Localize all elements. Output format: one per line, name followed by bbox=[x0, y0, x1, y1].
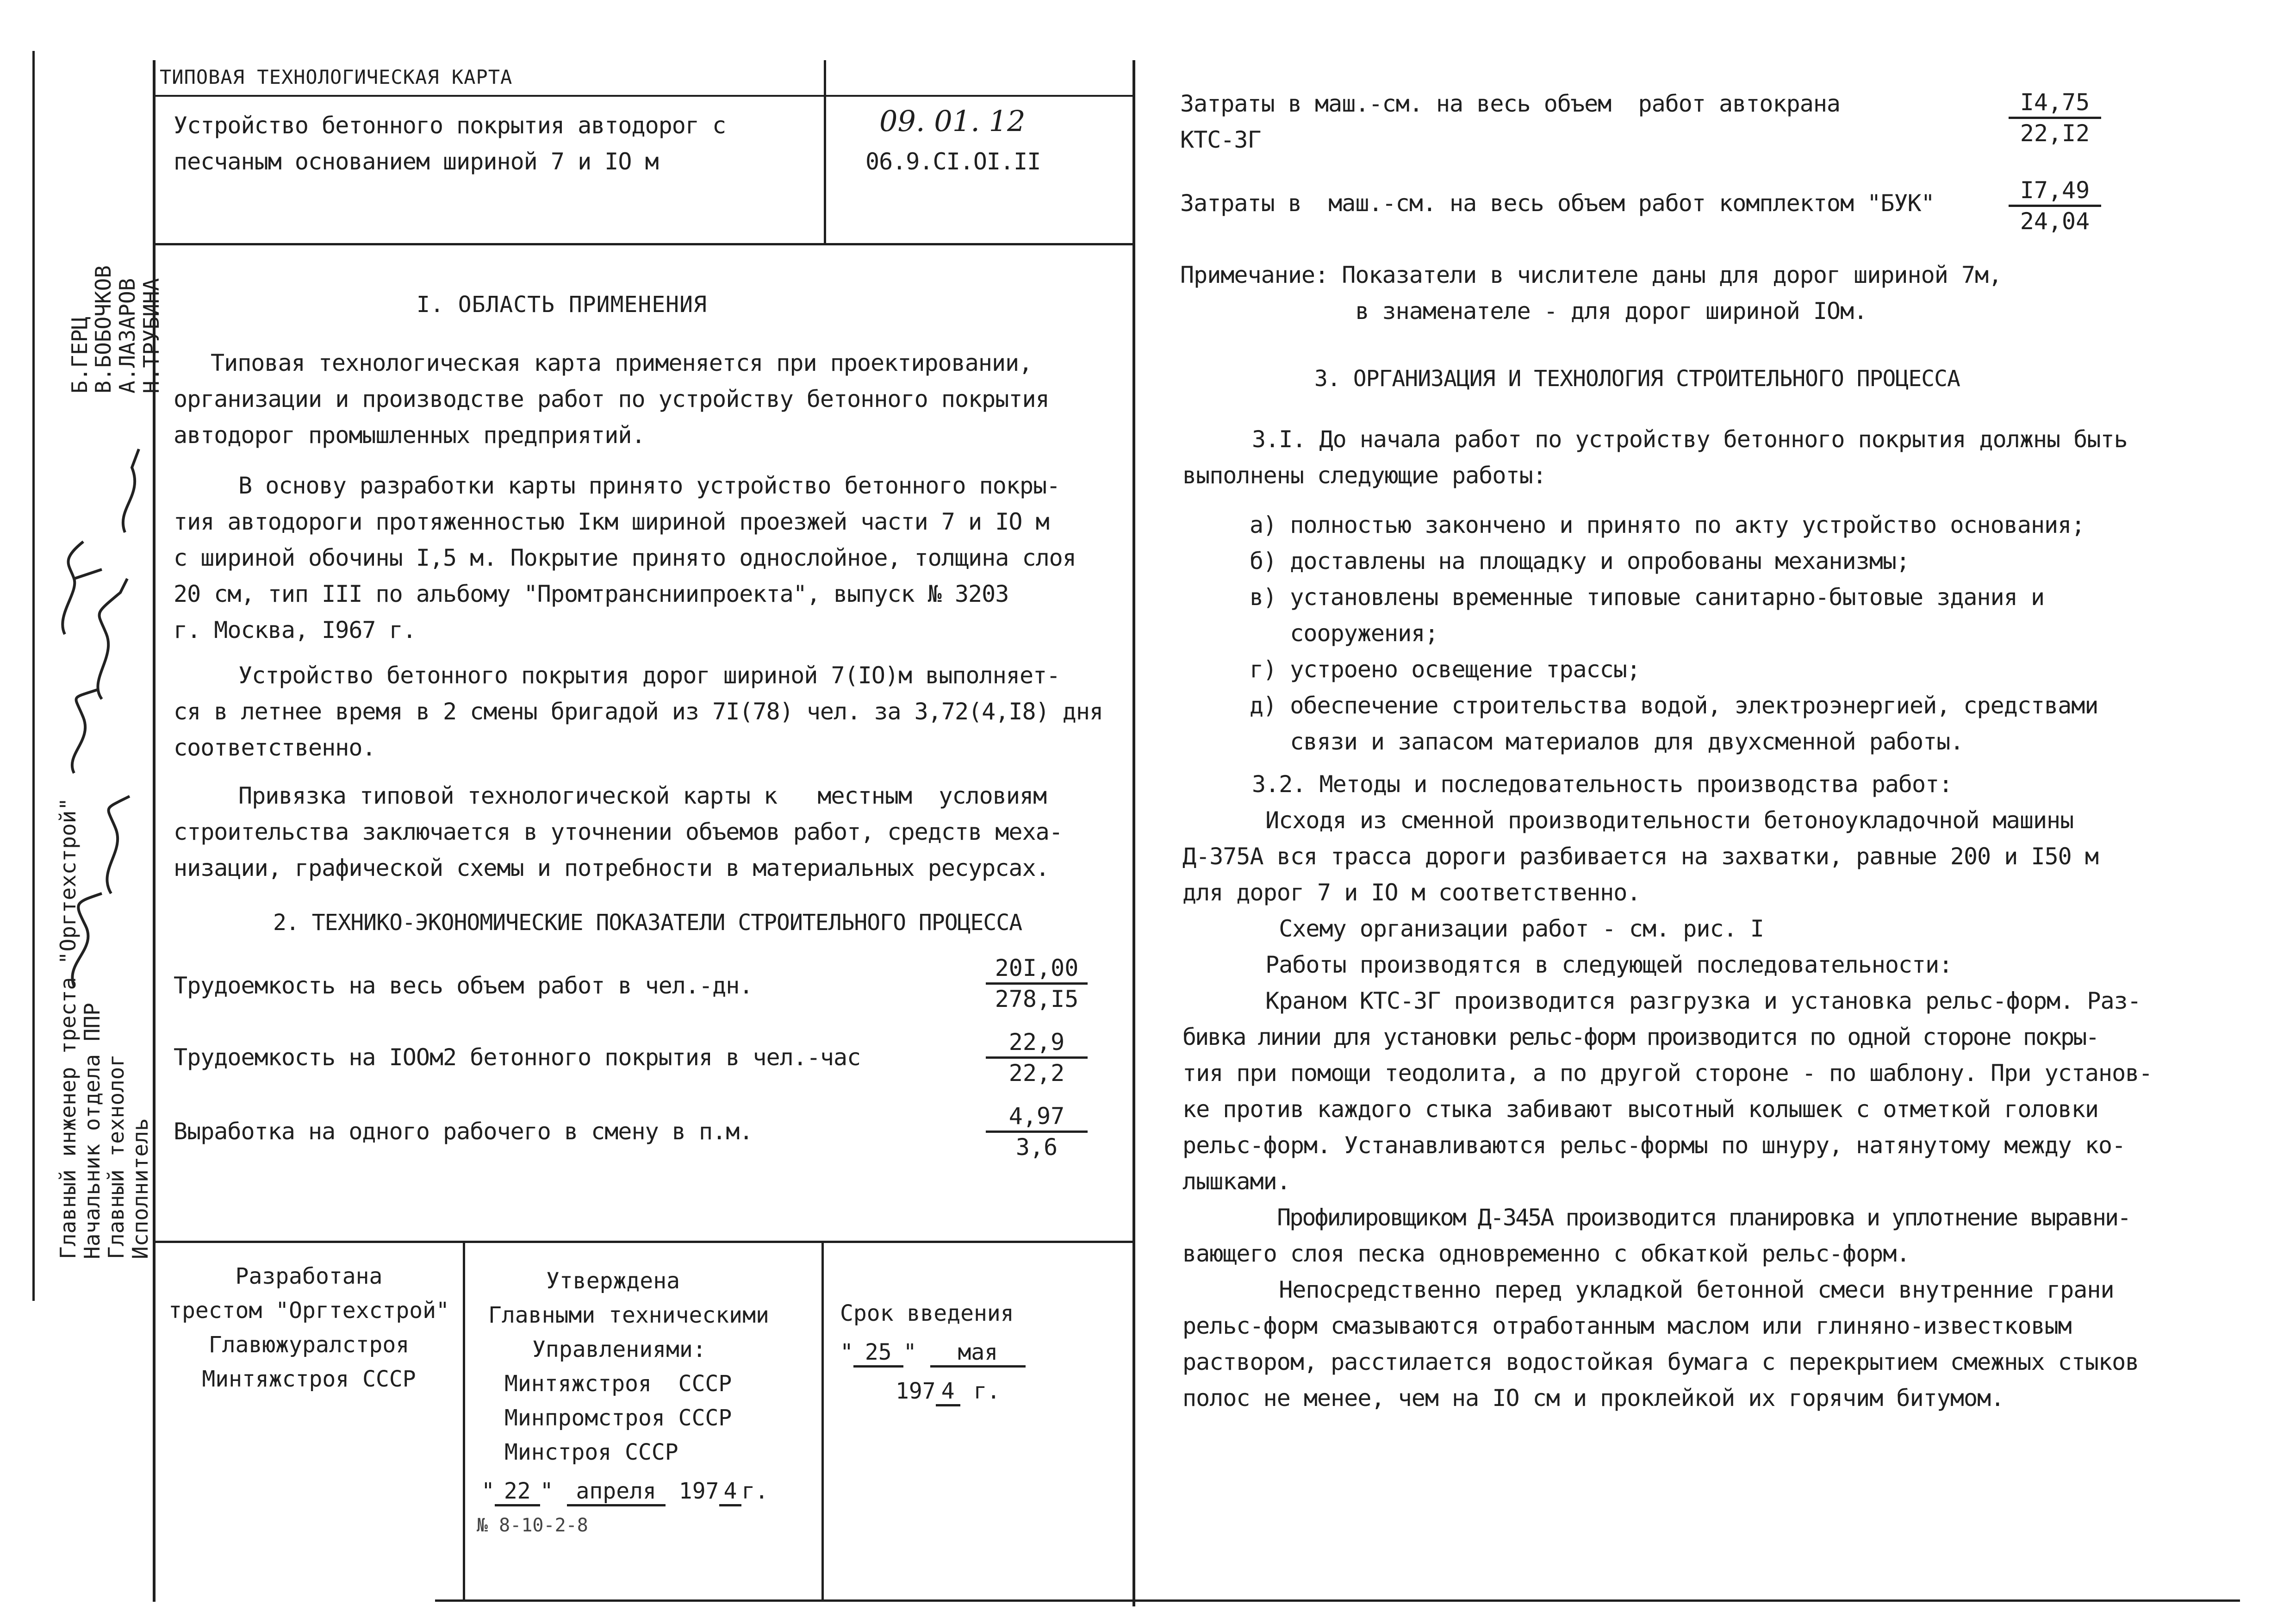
text-line: соответственно. bbox=[174, 734, 376, 761]
cost-label: Затраты в маш.-см. на весь объем работ комплектом "БУК" bbox=[1180, 190, 1935, 217]
side-stamp-name: Н.ТРУБИНА bbox=[139, 278, 164, 394]
text-line: Непосредственно перед укладкой бетонной смеси внутренние грани bbox=[1252, 1276, 2114, 1303]
text-line: 3.I. До начала работ по устройству бетонного покрытия должны быть bbox=[1252, 426, 2128, 453]
indicator-label: Выработка на одного рабочего в смену в п.м. bbox=[174, 1118, 753, 1145]
text-line: полос не менее, чем на IO см и проклейкой их горячим битумом. bbox=[1182, 1385, 2004, 1412]
note-line: в знаменателе - для дорог шириной IOм. bbox=[1180, 298, 1867, 325]
approved-line: Минпромстроя СССР bbox=[504, 1405, 732, 1431]
deadline-year-suffix: г. bbox=[973, 1378, 1001, 1404]
text-line: рельс-форм. Устанавливаются рельс-формы по шнуру, натянутому между ко- bbox=[1182, 1132, 2126, 1159]
approved-by-block bbox=[467, 1264, 821, 1543]
deadline-label: Срок введения bbox=[840, 1300, 1014, 1326]
developed-line: Минтяжстроя СССР bbox=[202, 1366, 416, 1392]
list-item: сооружения; bbox=[1250, 620, 1438, 647]
list-item: б) доставлены на площадку и опробованы механизмы; bbox=[1250, 548, 1910, 575]
center-divider-line bbox=[1132, 60, 1135, 1606]
text-line: Устройство бетонного покрытия дорог шириной 7(IO)м выполняет- bbox=[238, 662, 1060, 689]
approved-line: Главными техническими bbox=[488, 1302, 769, 1328]
section-1-paragraph bbox=[174, 778, 1063, 886]
indicator-numerator: 20I,00 bbox=[986, 954, 1088, 985]
cost-value bbox=[2009, 176, 2101, 236]
text-line: лышками. bbox=[1182, 1168, 1290, 1195]
list-item: г) устроено освещение трассы; bbox=[1250, 656, 1640, 683]
text-line: тия при помощи теодолита, а по другой стороне - по шаблону. При установ- bbox=[1182, 1060, 2153, 1087]
text-line: В основу разработки карты принято устройство бетонного покры- bbox=[238, 472, 1060, 499]
indicator-value bbox=[986, 954, 1088, 1013]
approved-line: Утверждена bbox=[546, 1268, 680, 1294]
list-item: д) обеспечение строительства водой, электроэнергией, средствами bbox=[1250, 692, 2098, 719]
indicator-denominator: 278,I5 bbox=[995, 986, 1079, 1012]
deadline-year-prefix: 197 bbox=[896, 1378, 936, 1404]
side-stamp-name: В.БОБОЧКОВ bbox=[91, 265, 116, 394]
text-line: автодорог промышленных предприятий. bbox=[174, 422, 645, 449]
section-3-1-list bbox=[1250, 507, 2098, 760]
card-code-handwritten: 09. 01. 12 bbox=[879, 104, 1026, 138]
text-line: Исходя из сменной производительности бетоноукладочной машины bbox=[1252, 807, 2074, 834]
indicator-denominator: 22,2 bbox=[1008, 1060, 1065, 1087]
side-stamp-role: Исполнитель bbox=[128, 1118, 153, 1259]
indicator-value bbox=[986, 1102, 1088, 1162]
indicator-label: Трудоемкость на весь объем работ в чел.-дн. bbox=[174, 972, 753, 999]
section-1-paragraph bbox=[174, 657, 1103, 766]
section-2-heading: 2. ТЕХНИКО-ЭКОНОМИЧЕСКИЕ ПОКАЗАТЕЛИ СТРОИТЕЛЬНОГО ПРОЦЕССА bbox=[273, 910, 1022, 936]
text-line: с шириной обочины I,5 м. Покрытие принято однослойное, толщина слоя bbox=[174, 544, 1076, 571]
list-item: а) полностью закончено и принято по акту устройство основания; bbox=[1250, 512, 2085, 538]
text-line: выполнены следующие работы: bbox=[1182, 462, 1546, 489]
text-line: Привязка типовой технологической карты к местным условиям bbox=[238, 782, 1047, 809]
developed-line: Главюжуралстроя bbox=[208, 1332, 410, 1358]
header-title-underline bbox=[153, 95, 1134, 97]
list-item: связи и запасом материалов для двухсменной работы. bbox=[1250, 728, 1964, 755]
approved-line: Минтяжстроя СССР bbox=[504, 1371, 732, 1397]
side-stamp-role: Начальник отдела ППР bbox=[80, 1003, 105, 1259]
side-stamp-name: А.ЛАЗАРОВ bbox=[115, 278, 140, 394]
approved-date-month: апреля bbox=[567, 1478, 666, 1506]
bottom-frame-line bbox=[435, 1599, 2240, 1602]
text-line: тия автодороги протяженностью Iкм шириной проезжей части 7 и IO м bbox=[174, 508, 1049, 535]
deadline-day: 25 bbox=[853, 1339, 903, 1368]
text-line: Типовая технологическая карта применяется при проектировании, bbox=[211, 350, 1033, 376]
text-line: Профилировщиком Д-345А производится планировка и уплотнение выравни- bbox=[1252, 1204, 2130, 1231]
text-line: ке против каждого стыка забивают высотный колышек с отметкой головки bbox=[1182, 1096, 2098, 1123]
card-subject-line: песчаным основанием шириной 7 и IO м bbox=[174, 148, 659, 175]
developed-by-block bbox=[155, 1259, 463, 1396]
footer-divider-1 bbox=[463, 1241, 465, 1602]
deadline-year bbox=[840, 1374, 1127, 1408]
card-title: ТИПОВАЯ ТЕХНОЛОГИЧЕСКАЯ КАРТА bbox=[160, 66, 513, 88]
section-1-heading: I. ОБЛАСТЬ ПРИМЕНЕНИЯ bbox=[417, 292, 707, 318]
text-line: вающего слоя песка одновременно с обкаткой рельс-форм. bbox=[1182, 1240, 1910, 1267]
deadline-block bbox=[840, 1296, 1127, 1408]
text-line: рельс-форм смазываются отработанным маслом или глиняно-известковым bbox=[1182, 1312, 2072, 1339]
cost-label: Затраты в маш.-см. на весь объем работ автокрана bbox=[1180, 90, 1841, 117]
indicator-numerator: 22,9 bbox=[986, 1028, 1088, 1059]
note-line: Примечание: Показатели в числителе даны для дорог шириной 7м, bbox=[1180, 262, 2002, 288]
header-bottom-line bbox=[153, 243, 1134, 245]
cost-denominator: 24,04 bbox=[2020, 208, 2090, 235]
text-line: для дорог 7 и IO м соответственно. bbox=[1182, 879, 1641, 906]
developed-line: Разработана bbox=[235, 1263, 383, 1289]
side-stamp-role: Главный технолог bbox=[104, 1054, 129, 1259]
text-line: ся в летнее время в 2 смены бригадой из 7I(78) чел. за 3,72(4,I8) дня bbox=[174, 698, 1103, 725]
deadline-year-digit: 4 bbox=[936, 1378, 960, 1406]
header-code-divider bbox=[824, 60, 826, 245]
side-stamp-name: Б.ГЕРЦ bbox=[67, 316, 92, 394]
handwritten-signatures bbox=[46, 440, 148, 1018]
indicator-value bbox=[986, 1028, 1088, 1087]
approved-line: Минстроя СССР bbox=[504, 1439, 678, 1465]
text-line: Д-375А вся трасса дороги разбивается на захватки, равные 200 и I50 м bbox=[1182, 843, 2098, 870]
left-stamp-line bbox=[32, 51, 35, 1301]
text-line: строительства заключается в уточнении объемов работ, средств меха- bbox=[174, 818, 1063, 845]
cost-denominator: 22,I2 bbox=[2020, 120, 2090, 147]
section-3-2 bbox=[1182, 766, 2152, 1416]
cost-label: КТС-3Г bbox=[1180, 126, 1261, 153]
approved-date-day: 22 bbox=[495, 1478, 540, 1506]
approved-line: Управлениями: bbox=[532, 1337, 706, 1362]
approved-doc-number: № 8-10-2-8 bbox=[477, 1515, 588, 1536]
approved-date-suffix: г. bbox=[741, 1478, 769, 1504]
text-line: 3.2. Методы и последовательность производства работ: bbox=[1252, 771, 1953, 798]
section-1-paragraph bbox=[174, 345, 1049, 453]
approved-date-year-digit: 4 bbox=[719, 1478, 742, 1506]
text-line: 20 см, тип III по альбому "Промтрансниипроекта", выпуск № 3203 bbox=[174, 581, 1009, 607]
text-line: Схему организации работ - см. рис. I bbox=[1252, 915, 1764, 942]
indicator-label: Трудоемкость на IOOм2 бетонного покрытия в чел.-час bbox=[174, 1044, 861, 1071]
approved-date: " 22 " апреля 197 4 г. bbox=[467, 1474, 821, 1508]
section-3-1 bbox=[1182, 421, 2128, 493]
footer-divider-2 bbox=[821, 1241, 824, 1602]
section-3-heading: 3. ОРГАНИЗАЦИЯ И ТЕХНОЛОГИЯ СТРОИТЕЛЬНОГО ПРОЦЕССА bbox=[1314, 366, 1960, 392]
side-stamp-role: Главный инженер треста "Оргтехстрой" bbox=[56, 798, 81, 1259]
cost-numerator: I4,75 bbox=[2009, 88, 2101, 119]
text-line: низации, графической схемы и потребности в материальных ресурсах. bbox=[174, 855, 1049, 881]
text-line: организации и производстве работ по устройству бетонного покрытия bbox=[174, 386, 1049, 412]
text-line: Работы производятся в следующей последовательности: bbox=[1252, 951, 1953, 978]
note-block bbox=[1180, 257, 2002, 329]
deadline-date: " 25 " мая bbox=[840, 1335, 1127, 1369]
card-subject-line: Устройство бетонного покрытия автодорог с bbox=[174, 112, 726, 139]
text-line: г. Москва, I967 г. bbox=[174, 617, 416, 643]
approved-date-year: 197 bbox=[678, 1478, 719, 1504]
deadline-month: мая bbox=[930, 1339, 1026, 1368]
card-code: 06.9.CI.OI.II bbox=[865, 148, 1041, 175]
developed-line: трестом "Оргтехстрой" bbox=[168, 1298, 449, 1324]
cost-value bbox=[2009, 88, 2101, 148]
indicator-numerator: 4,97 bbox=[986, 1102, 1088, 1133]
list-item: в) установлены временные типовые санитарно-бытовые здания и bbox=[1250, 584, 2045, 611]
text-line: Краном КТС-3Г производится разгрузка и установка рельс-форм. Раз- bbox=[1252, 987, 2141, 1014]
cost-numerator: I7,49 bbox=[2009, 176, 2101, 207]
text-line: бивка линии для установки рельс-форм производится по одной стороне покры- bbox=[1182, 1024, 2098, 1050]
section-1-paragraph bbox=[174, 468, 1076, 648]
footer-top-line bbox=[153, 1241, 1134, 1243]
indicator-denominator: 3,6 bbox=[1015, 1134, 1058, 1161]
text-line: раствором, расстилается водостойкая бумага с перекрытием смежных стыков bbox=[1182, 1349, 2139, 1375]
